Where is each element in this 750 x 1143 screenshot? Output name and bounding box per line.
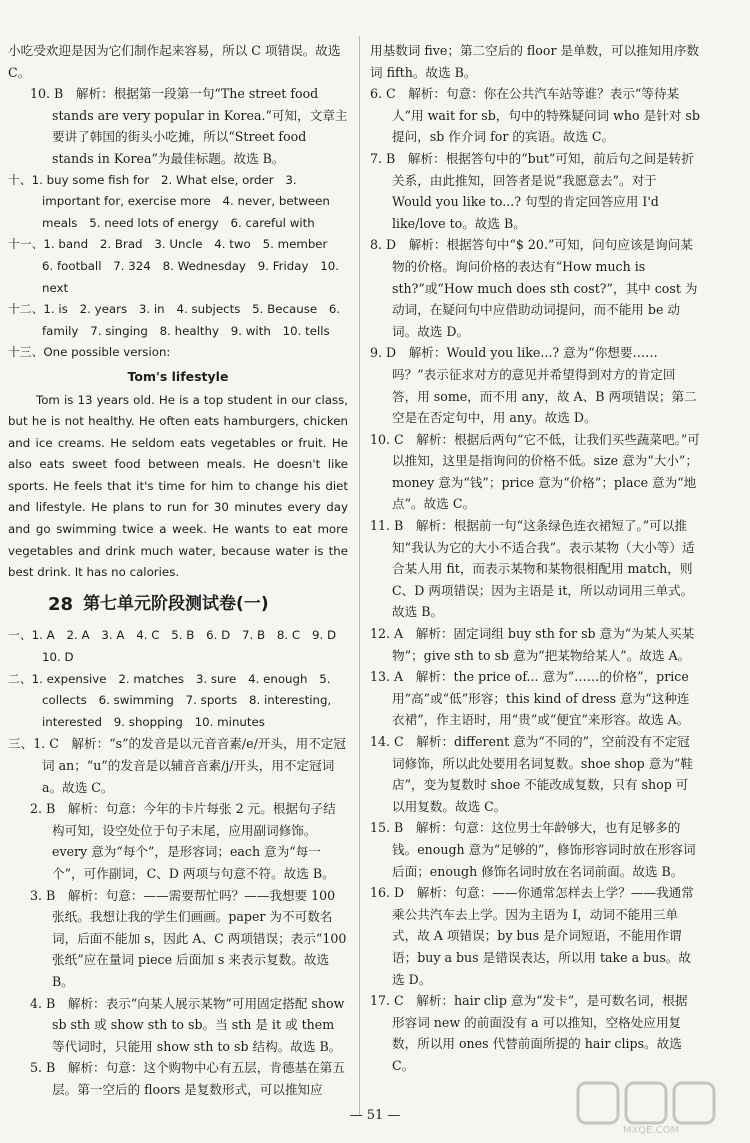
right-item: 8. D 解析：根据答句中“$ 20.”可知，问句应该是询问某物的价格。询问价格的表达有“How much is sth?”或“How much does sth cost?”，其中 cost 为动词，在疑问句中应借助动词提问，而不能用 be 动词。故选 D。 (370, 237, 698, 339)
right-item: 7. B 解析：根据答句中的“but”可知，前后句之间是转折关系，由此推知，回答者是说“我愿意去”。对于 Would you like to...? 句型的肯定回答应用 I'd like/love to。故选 B。 (370, 150, 694, 231)
right-item: 9. D 解析：Would you like...? 意为“你想要……吗？”表示征求对方的意见并希望得到对方的肯定回答，用 some，而不用 any，故 A、B 两项错误；第二空是在否定句中，用 any。故选 D。 (370, 345, 697, 426)
left2-item: 二、1. expensive 2. matches 3. sure 4. enough 5. collects 6. swimming 7. sports 8. interesting, interested 9. shopping 10. minutes (8, 671, 332, 729)
left2-item: 2. B 解析：句意：今年的卡片每张 2 元。根据句子结构可知，设空处位于句子末尾，应用副词修饰。every 意为“每个”，是形容词；each 意为“每一个”，可作副词，C、D 两项与句意不符。故选 B。 (30, 801, 336, 881)
left-item: 十、1. buy some fish for 2. What else, order 3. important for, exercise more 4. never, between meals 5. need lots of energy 6. careful with (8, 172, 330, 230)
watermark-logo-icon (576, 1075, 726, 1135)
left-item: 小吃受欢迎是因为它们制作起来容易，所以 C 项错误。故选 C。 (8, 43, 341, 80)
page-number: — 51 — (349, 1108, 401, 1123)
left2-item: 4. B 解析：表示“向某人展示某物”可用固定搭配 show sb sth 或 show sth to sb。当 sth 是 it 或 them 等代词时，只能用 show sth to sb 结构。故选 B。 (30, 995, 345, 1054)
right-answers (370, 40, 700, 1077)
right-item: 13. A 解析：the price of... 意为“……的价格”，price 用“高”或“低”形容；this kind of dress 意为“这种连衣裙”，作主语时，用“贵”或“便宜”来形容。故选 A。 (370, 669, 690, 728)
unit-heading (48, 594, 348, 616)
essay-text: Tom is 13 years old. He is a top student in our class, but he is not healthy. He often eats hamburgers, chicken and ice creams. He seldom eats vegetables or fruit. He also eats sweet food between meals. He doesn't like sports. He feels that it's time for him to change his diet and lifestyle. He plans to run for 30 minutes every day and go swimming twice a week. He wants to eat more vegetables and drink much water, because water is the best drink. It has no calories. (8, 392, 348, 580)
column-divider (359, 36, 360, 1116)
svg-text:MXQE.COM: MXQE.COM (622, 1125, 680, 1135)
left-item: 十一、1. band 2. Brad 3. Uncle 4. two 5. member 6. football 7. 324 8. Wednesday 9. Friday 10. next (8, 237, 340, 295)
left2-item: 5. B 解析：句意：这个购物中心有五层，肯德基在第五层。第一空后的 floors 是复数形式，可以推知应 (30, 1060, 345, 1097)
left2-item: 三、1. C 解析：“s”的发音是以元音音素/e/开头，用不定冠词 an；“u”的发音是以辅音音素/j/开头，用不定冠词 a。故选 C。 (8, 736, 346, 795)
left2-item: 3. B 解析：句意：——需要帮忙吗？——我想要 100 张纸。我想让我的学生们画画。paper 为不可数名词，后面不能加 s，因此 A、C 两项错误；表示“100 张纸”应在量词 piece 后面加 s 来表示复数。故选 B。 (30, 887, 347, 989)
left-answers-bottom (8, 625, 348, 1100)
unit-title: 第七单元阶段测试卷(一) (83, 593, 269, 614)
right-item: 17. C 解析：hair clip 意为“发卡”，是可数名词，根据形容词 new 的前面没有 a 可以推知，空格处应用复数，所以用 ones 代替前面所提的 hair clips。故选 C。 (370, 993, 688, 1073)
right-item: 16. D 解析：句意：——你通常怎样去上学？——我通常乘公共汽车去上学。因为主语为 I，动词不能用三单式，故 A 项错误；by bus 是介词短语，不能用作谓语；buy a bus 是错误表达，所以用 take a bus。故选 D。 (370, 885, 694, 987)
left-column (8, 40, 348, 1101)
right-item: 用基数词 five；第二空后的 floor 是单数，可以推知用序数词 fifth。故选 B。 (370, 43, 700, 80)
unit-number: 28 (48, 593, 74, 615)
essay-title: Tom's lifestyle (127, 368, 229, 384)
right-item: 10. C 解析：根据后两句“它不低，让我们买些蔬菜吧。”可以推知，这里是指询问的价格不低。size 意为“大小”；money 意为“钱”；price 意为“价格”；place 意为“地点”。故选 C。 (370, 431, 700, 512)
right-item: 6. C 解析：句意：你在公共汽车站等谁？表示“等待某人”用 wait for sb，句中的特殊疑问词 who 是针对 sb 提问，sb 作介词 for 的宾语。故选 C。 (370, 86, 700, 145)
right-item: 11. B 解析：根据前一句“这条绿色连衣裙短了。”可以推知“我认为它的大小不适合我”。表示某物（大小等）适合某人用 fit，而表示某物和某物很相配用 match，则 C、D 两项错误；因为主语是 it，所以动词用三单式。故选 B。 (370, 518, 695, 620)
left2-item: 一、1. A 2. A 3. A 4. C 5. B 6. D 7. B 8. C 9. D 10. D (8, 628, 348, 665)
right-item: 14. C 解析：different 意为“不同的”，空前没有不定冠词修饰，所以此处要用名词复数。shoe shop 意为“鞋店”，变为复数时 shoe 不能改成复数，只有 shop 可以用复数。故选 C。 (370, 734, 693, 814)
right-item: 12. A 解析：固定词组 buy sth for sb 意为“为某人买某物”；give sth to sb 意为“把某物给某人”。故选 A。 (370, 626, 695, 663)
left-item: 十二、1. is 2. years 3. in 4. subjects 5. Because 6. family 7. singing 8. healthy 9. with 10. tells (8, 302, 341, 338)
left-item: 十三、One possible version: (8, 345, 171, 360)
left-item: 10. B 解析：根据第一段第一句“The street food stands are very popular in Korea.”可知，文章主要讲了韩国的街头小吃摊，所以“Street food stands in Korea”为最佳标题。故选 B。 (30, 86, 348, 166)
right-column (370, 40, 700, 1077)
left-answers-top (8, 40, 348, 364)
right-item: 15. B 解析：句意：这位男士年龄够大，也有足够多的钱。enough 意为“足够的”，修饰形容词时放在形容词后面；enough 修饰名词时放在名词前面。故选 B。 (370, 820, 696, 879)
